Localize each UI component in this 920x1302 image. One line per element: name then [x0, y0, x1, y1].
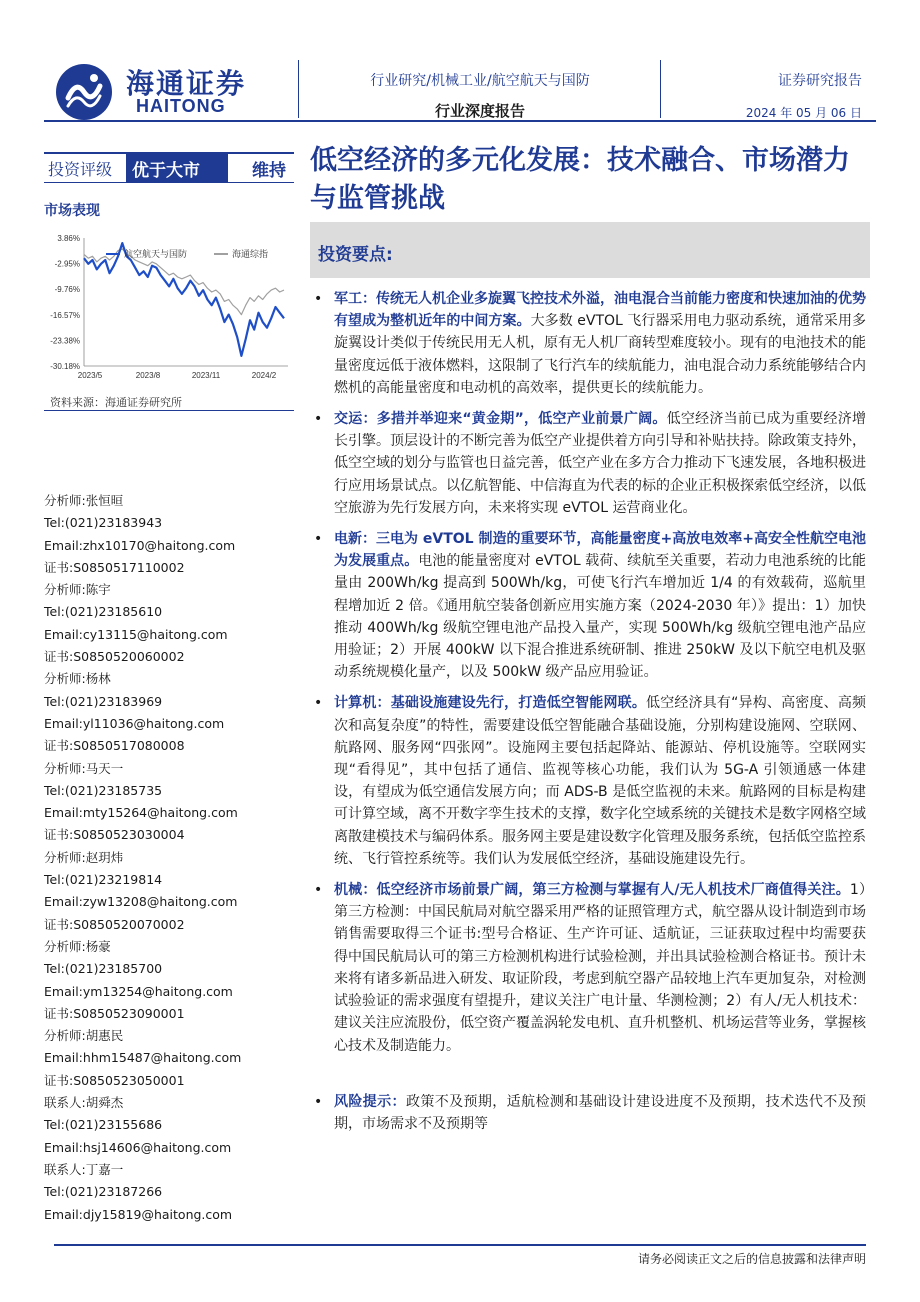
- y-tick-label: -16.57%: [50, 310, 80, 320]
- analyst-line: 分析师:杨豪: [44, 938, 111, 954]
- logo-chinese-text: 海通证券: [126, 67, 247, 100]
- key-point-body: 1）第三方检测：中国民航局对航空器采用严格的证照管理方式，航空器从设计制造到市场销售需要取得三个证书:型号合格证、生产许可证、适航证，三证获取过程中均需要获得中国民航局认可的第三方检测机构进行试验检测，并出具试验检测合格证书。预计未来将有诸多新品进入研发、取证阶段，考虑到航空器产品较地上汽车更加复杂，对检测试验验证的需求强度有望提升，建议关注广电计量、华测检测；2）有人/无人机技术：建议关注应流股份，低空资产覆盖涡轮发电机、直升机整机、机场运营等业务，掌握核心技术及制造能力。: [334, 882, 866, 1054]
- analyst-line: 证书:S0850523050001: [44, 1072, 185, 1088]
- analyst-line: 联系人:丁嘉一: [44, 1161, 124, 1177]
- y-tick-label: 3.86%: [57, 234, 80, 243]
- analyst-line: Email:mty15264@haitong.com: [44, 805, 238, 821]
- key-points-banner: [310, 222, 870, 278]
- analyst-line: Tel:(021)23155686: [44, 1117, 163, 1133]
- series-line: [84, 243, 284, 356]
- analyst-line: Email:djy15819@haitong.com: [44, 1206, 233, 1222]
- analyst-line: 分析师:张恒晅: [44, 493, 124, 508]
- analyst-line: 证书:S0850517110002: [44, 559, 185, 575]
- risk-body: 政策不及预期，适航检测和基础设计建设进度不及预期，技术迭代不及预期，市场需求不及预期等: [334, 1093, 867, 1132]
- key-point-lead: 机械：低空经济市场前景广阔，第三方检测与掌握有人/无人机技术厂商值得关注。: [334, 882, 850, 899]
- risk-lead: 风险提示：: [334, 1093, 406, 1110]
- key-point-military: [310, 288, 866, 399]
- analyst-line: 证书:S0850523030004: [44, 827, 185, 843]
- key-point-computer: [310, 692, 866, 870]
- rating-value: 优于大市: [126, 154, 228, 183]
- risk-warning: [310, 1091, 866, 1135]
- key-point-lead: 电新：三电为 eVTOL 制造的重要环节，高能量密度+高放电效率+高安全性航空电池为发展重点。: [334, 531, 866, 570]
- analyst-line: Email:zhx10170@haitong.com: [44, 537, 236, 553]
- bullet-dot-icon: •: [314, 882, 323, 899]
- key-point-machinery: [310, 879, 866, 1057]
- footer-disclaimer: 请务必阅读正文之后的信息披露和法律声明: [637, 1252, 866, 1266]
- analyst-line: 证书:S0850520060002: [44, 649, 185, 665]
- x-tick-label: 2023/5: [77, 371, 103, 380]
- analyst-line: Email:yl11036@haitong.com: [44, 715, 225, 731]
- y-tick-label: -2.95%: [54, 259, 80, 269]
- analyst-line: Email:hsj14606@haitong.com: [44, 1139, 232, 1155]
- bullet-dot-icon: •: [314, 411, 323, 428]
- haitong-logo-icon: [54, 62, 114, 122]
- key-points-title: 投资要点:: [318, 245, 393, 265]
- analyst-line: Email:ym13254@haitong.com: [44, 983, 233, 999]
- analyst-line: Email:hhm15487@haitong.com: [44, 1050, 242, 1066]
- bullet-dot-icon: •: [314, 291, 323, 307]
- analyst-line: Tel:(021)23185700: [44, 961, 163, 977]
- analyst-line: Email:cy13115@haitong.com: [44, 626, 228, 642]
- key-point-lead: 交运：多措并举迎来“黄金期”，低空产业前景广阔。: [334, 411, 667, 428]
- report-date: 2024 年 05 月 06 日: [745, 106, 862, 120]
- analyst-list: [44, 490, 294, 1226]
- industry-category: 行业研究/机械工业/航空航天与国防: [370, 73, 590, 89]
- key-point-body: 低空经济当前已成为重要经济增长引擎。顶层设计的不断完善为低空产业提供着方向引导和补贴扶持。除政策支持外，低空空域的划分与监管也日益完善，低空产业在多方合力推动下飞速发展，各地积极进行应用场景试点。以亿航智能、中信海直为代表的标的企业正积极探索低空经济，以低空旅游为先行发展方向，未来将实现 eVTOL 运营商业化。: [334, 411, 866, 516]
- key-point-lead: 计算机：基础设施建设先行，打造低空智能网联。: [334, 695, 647, 712]
- logo-english-text: HAITONG: [136, 96, 226, 116]
- x-tick-label: 2023/11: [191, 371, 221, 380]
- header-rule: [44, 120, 876, 122]
- legend-label: 航空航天与国防: [124, 250, 188, 260]
- analyst-line: Tel:(021)23219814: [44, 872, 163, 888]
- page-title: 低空经济的多元化发展：技术融合、市场潜力与监管挑战: [310, 145, 850, 214]
- key-point-transport: [310, 408, 866, 519]
- analyst-line: 证书:S0850520070002: [44, 916, 185, 932]
- analyst-line: Tel:(021)23185735: [44, 782, 163, 798]
- key-point-body: 低空经济具有“异构、高密度、高频次和高复杂度”的特性，需要建设低空智能融合基础设施，分别构建设施网、空联网、航路网、服务网“四张网”。设施网主要包括起降站、能源站、停机设施等。空联网实现“看得见”，其中包括了通信、监视等核心功能，我们认为 5G-A 引领通感一体建设，有望成为低空通信发展方向；而 ADS-B 是低空监视的未来。航路网的目标是构建可计算空域，离不开数字孪生技术的支撑，数字化空域系统的关键技术是数字网格空域离散建模技术与编码体系。服务网主要是建设数字化管理及服务系统，包括低空监控系统、飞行管控系统等。我们认为发展低空经济，基础设施建设先行。: [334, 695, 866, 867]
- analyst-line: Tel:(021)23185610: [44, 604, 163, 620]
- analyst-line: 分析师:马天一: [44, 760, 124, 776]
- market-performance-title: 市场表现: [44, 203, 100, 219]
- analyst-line: 分析师:胡惠民: [44, 1028, 124, 1044]
- chart-source-rule: [44, 410, 294, 411]
- chart-source: 资料来源：海通证券研究所: [50, 396, 182, 409]
- key-point-body: 大多数 eVTOL 飞行器采用电力驱动系统，通常采用多旋翼设计类似于传统民用无人机，原有无人机厂商转型难度较小。现有的电池技术的能量密度远低于液体燃料，这限制了飞行汽车的续航能力，油电混合动力系统能够结合内燃机的高能量密度和电动机的高效率，提供更长的续航能力。: [334, 313, 867, 396]
- analyst-line: 证书:S0850523090001: [44, 1005, 185, 1021]
- analyst-line: 分析师:杨林: [44, 671, 111, 687]
- analyst-line: Tel:(021)23183969: [44, 693, 163, 709]
- y-tick-label: -9.76%: [54, 285, 80, 295]
- bullet-dot-icon: •: [314, 531, 323, 548]
- y-tick-label: -30.18%: [50, 362, 80, 371]
- legend-label: 海通综指: [232, 250, 269, 260]
- y-tick-label: -23.38%: [50, 336, 80, 346]
- report-type: 行业深度报告: [434, 102, 525, 120]
- analyst-line: Email:zyw13208@haitong.com: [44, 894, 238, 910]
- market-performance-chart: [44, 228, 294, 388]
- analyst-line: 分析师:赵玥炜: [44, 849, 124, 865]
- analyst-line: Tel:(021)23183943: [44, 515, 163, 531]
- footer-rule: [54, 1244, 866, 1246]
- header-divider: [298, 60, 299, 118]
- analyst-line: 证书:S0850517080008: [44, 738, 185, 754]
- x-tick-label: 2023/8: [135, 371, 161, 380]
- report-label: 证券研究报告: [778, 73, 862, 89]
- bullet-dot-icon: •: [314, 1093, 323, 1110]
- investment-rating: [44, 152, 294, 183]
- key-points-list: [310, 288, 866, 1144]
- x-tick-label: 2024/2: [251, 371, 277, 380]
- rating-label: 投资评级: [48, 159, 113, 179]
- rating-status: 维持: [252, 160, 286, 181]
- analyst-line: 分析师:陈宇: [44, 582, 111, 598]
- key-point-body: 电池的能量密度对 eVTOL 载荷、续航至关重要，若动力电池系统的比能量由 200Wh/kg 提高到 500Wh/kg，可使飞行汽车增加近 1/4 的有效载荷，巡航里程增加近 2 倍。《通用航空装备创新应用实施方案（2024-2030 年）》提出：1）加快推动 400Wh/kg 级航空锂电池产品投入量产，实现 500Wh/kg 级航空锂电池产品应用验证；2）开展 400kW 以下混合推进系统研制、推进 250kW 及以下航空电机及驱动系统规模化量产，以及 500kW 级产品应用验证。: [334, 553, 866, 681]
- analyst-line: 联系人:胡舜杰: [44, 1095, 124, 1111]
- key-point-new-energy: [310, 528, 866, 683]
- bullet-dot-icon: •: [314, 695, 323, 712]
- key-point-lead: 军工：传统无人机企业多旋翼飞控技术外溢，油电混合当前能力密度和快速加油的优势有望成为整机近年的中间方案。: [334, 291, 866, 330]
- analyst-line: Tel:(021)23187266: [44, 1184, 163, 1200]
- header-divider: [660, 60, 661, 118]
